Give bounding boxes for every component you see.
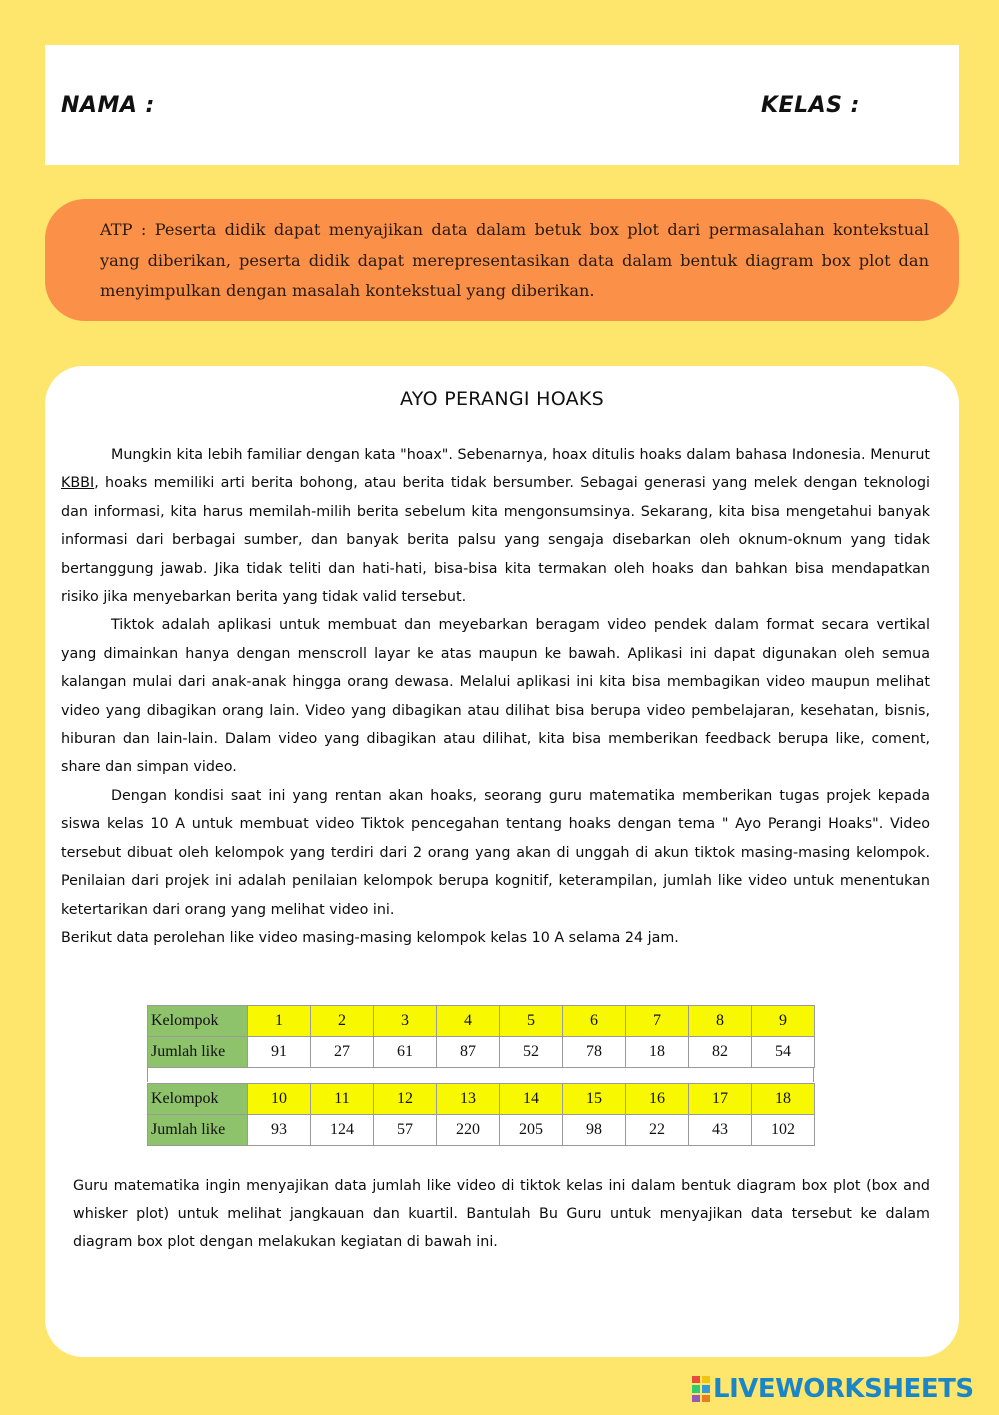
likes-row [148, 1115, 815, 1146]
group-cell: 12 [374, 1084, 437, 1115]
likes-cell: 102 [752, 1115, 815, 1146]
likes-cell: 87 [437, 1037, 500, 1068]
likes-cell: 61 [374, 1037, 437, 1068]
logo-square [692, 1395, 700, 1402]
likes-cell: 91 [248, 1037, 311, 1068]
likes-row [148, 1037, 815, 1068]
likes-cell: 52 [500, 1037, 563, 1068]
group-cell: 17 [689, 1084, 752, 1115]
likes-cell: 22 [626, 1115, 689, 1146]
task-instruction: Guru matematika ingin menyajikan data jumlah like video di tiktok kelas ini dalam bentuk diagram box plot (box and whisker plot) untuk melihat jangkauan dan kuartil. Bantulah Bu Guru untuk menyajikan data tersebut ke dalam diagram box plot dengan melakukan kegiatan di bawah ini. [73, 1178, 930, 1250]
group-row-header: Kelompok [148, 1084, 248, 1115]
likes-table-part-1 [147, 1005, 815, 1068]
group-cell: 8 [689, 1006, 752, 1037]
group-cell: 10 [248, 1084, 311, 1115]
likes-cell: 54 [752, 1037, 815, 1068]
likes-cell: 57 [374, 1115, 437, 1146]
learning-objective-box [45, 199, 959, 321]
likes-cell: 27 [311, 1037, 374, 1068]
likes-cell: 220 [437, 1115, 500, 1146]
logo-square [702, 1376, 710, 1383]
article-body [61, 441, 930, 952]
table-divider [147, 1068, 814, 1082]
learning-objective-text: ATP : Peserta didik dapat menyajikan data dalam betuk box plot dari permasalahan kontekstual yang diberikan, peserta didik dapat merepresentasikan data dalam bentuk diagram box plot dan menyimpulkan dengan masalah kontekstual yang diberikan. [100, 220, 929, 300]
group-cell: 14 [500, 1084, 563, 1115]
article-title: AYO PERANGI HOAKS [399, 388, 605, 410]
group-cell: 16 [626, 1084, 689, 1115]
liveworksheets-logo[interactable] [692, 1371, 974, 1407]
liveworksheets-wordmark: LIVEWORKSHEETS [713, 1374, 974, 1404]
group-row [148, 1084, 815, 1115]
likes-cell: 124 [311, 1115, 374, 1146]
group-cell: 13 [437, 1084, 500, 1115]
article-paragraph-2: Tiktok adalah aplikasi untuk membuat dan meyebarkan beragam video pendek dalam format secara vertikal yang dimainkan hanya dengan menscroll layar ke atas maupun ke bawah. Aplikasi ini dapat digunakan oleh semua kalangan mulai dari anak-anak hingga orang dewasa. Melalui aplikasi ini kita bisa membagikan video maupun melihat video yang dibagikan orang lain. Video yang dibagikan atau dilihat bisa berupa video pembelajaran, kesehatan, bisnis, hiburan dan lain-lain. Dalam video yang dibagikan atau dilihat, kita bisa memberikan feedback berupa like, coment, share dan simpan video. [61, 617, 930, 776]
group-cell: 4 [437, 1006, 500, 1037]
group-cell: 7 [626, 1006, 689, 1037]
group-cell: 15 [563, 1084, 626, 1115]
likes-cell: 98 [563, 1115, 626, 1146]
logo-square [692, 1376, 700, 1383]
likes-cell: 43 [689, 1115, 752, 1146]
likes-row-header: Jumlah like [148, 1037, 248, 1068]
group-cell: 9 [752, 1006, 815, 1037]
likes-cell: 78 [563, 1037, 626, 1068]
group-row-header: Kelompok [148, 1006, 248, 1037]
group-row [148, 1006, 815, 1037]
group-cell: 3 [374, 1006, 437, 1037]
group-cell: 1 [248, 1006, 311, 1037]
likes-cell: 205 [500, 1115, 563, 1146]
kbbi-link[interactable]: KBBI [61, 475, 95, 492]
student-info-box [45, 45, 959, 165]
group-cell: 18 [752, 1084, 815, 1115]
article-paragraph-1: Mungkin kita lebih familiar dengan kata "hoax". Sebenarnya, hoax ditulis hoaks dalam bahasa Indonesia. Menurut KBBI, hoaks memiliki arti berita bohong, atau berita tidak bersumber. Sebagai generasi yang melek dengan teknologi dan informasi, kita harus memilah-milih berita sebelum kita mengonsumsinya. Sekarang, kita bisa mengetahui banyak informasi dari berbagai sumber, dan banyak berita palsu yang sengaja disebarkan oleh oknum-oknum yang tidak bertanggung jawab. Jika tidak teliti dan hati-hati, bisa-bisa kita termakan oleh hoaks dan bahkan bisa mendapatkan risiko jika menyebarkan berita yang tidak valid tersebut. [61, 447, 930, 606]
likes-cell: 93 [248, 1115, 311, 1146]
group-cell: 6 [563, 1006, 626, 1037]
logo-square [702, 1395, 710, 1402]
group-cell: 2 [311, 1006, 374, 1037]
likes-cell: 82 [689, 1037, 752, 1068]
group-cell: 11 [311, 1084, 374, 1115]
article-paragraph-3: Dengan kondisi saat ini yang rentan akan hoaks, seorang guru matematika memberikan tugas projek kepada siswa kelas 10 A untuk membuat video Tiktok pencegahan tentang hoaks dengan tema " Ayo Perangi Hoaks". Video tersebut dibuat oleh kelompok yang terdiri dari 2 orang yang akan di unggah di akun tiktok masing-masing kelompok. Penilaian dari projek ini adalah penilaian kelompok berupa kognitif, keterampilan, jumlah like video untuk menentukan ketertarikan dari orang yang melihat video ini. [61, 787, 930, 918]
likes-row-header: Jumlah like [148, 1115, 248, 1146]
likes-table-part-2 [147, 1083, 815, 1146]
name-label: NAMA : [61, 93, 155, 118]
group-cell: 5 [500, 1006, 563, 1037]
article-paragraph-4: Berikut data perolehan like video masing-masing kelompok kelas 10 A selama 24 jam. [61, 929, 679, 946]
class-label: KELAS : [761, 93, 860, 118]
logo-square [702, 1385, 710, 1392]
logo-square [692, 1385, 700, 1392]
liveworksheets-icon [692, 1376, 710, 1402]
likes-cell: 18 [626, 1037, 689, 1068]
